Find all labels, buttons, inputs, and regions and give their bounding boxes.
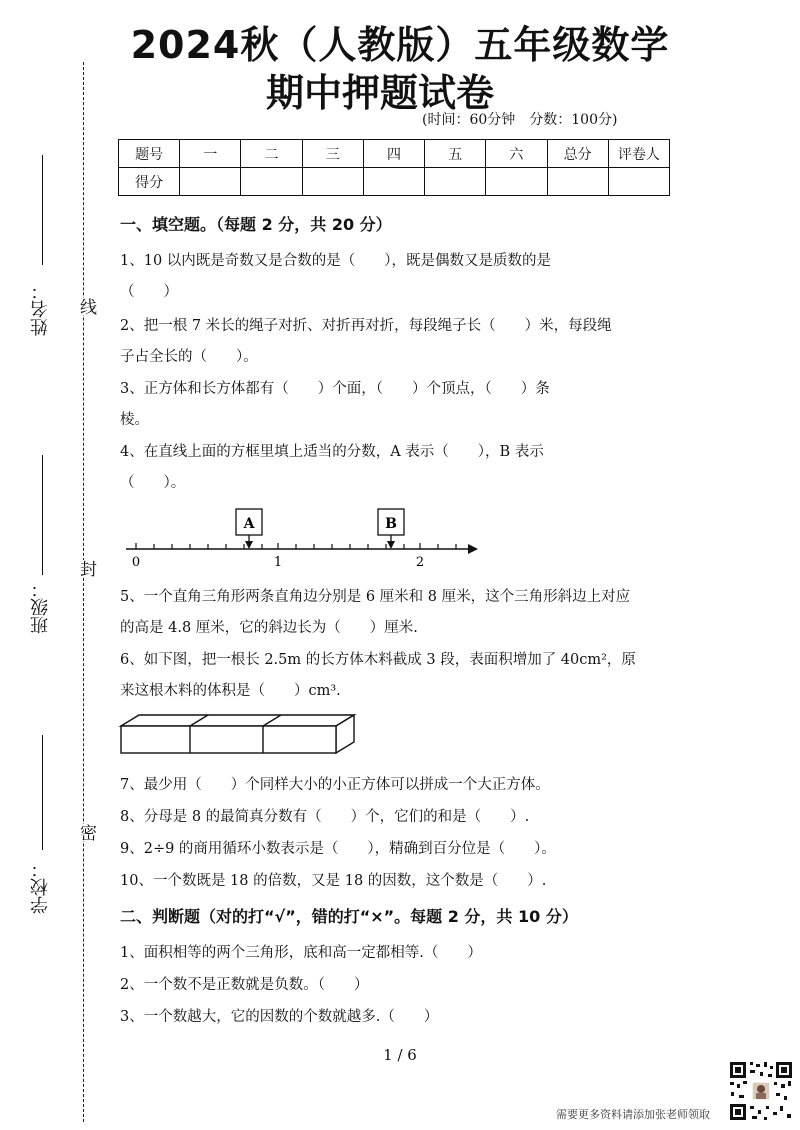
score-blank-cell[interactable]: [425, 168, 486, 196]
question-1-1-cont: （ ）: [120, 284, 178, 300]
score-blank-cell[interactable]: [302, 168, 363, 196]
name-write-line[interactable]: [42, 155, 43, 265]
tick-label-2: 2: [415, 555, 425, 570]
score-cell: 六: [486, 140, 547, 168]
score-blank-cell[interactable]: [180, 168, 241, 196]
score-cell: 总分: [547, 140, 608, 168]
box-b[interactable]: [378, 509, 404, 535]
question-1-3-cont: 棱。: [120, 412, 149, 428]
box-a-label: A: [243, 516, 255, 532]
class-write-line[interactable]: [42, 455, 43, 575]
seal-line-char: 线: [74, 298, 99, 315]
question-1-1: 1、10 以内既是奇数又是合数的是（ ），既是偶数又是质数的是: [120, 253, 552, 269]
question-1-4-cont: （ ）。: [120, 475, 186, 491]
school-label: 学校：: [30, 860, 51, 914]
exam-subtitle: 期中押题试卷: [265, 71, 494, 115]
class-label: 班级：: [30, 580, 51, 634]
question-2-2: 2、一个数不是正数就是负数。（ ）: [120, 977, 369, 993]
section-1-heading: 一、填空题。（每题 2 分，共 20 分）: [120, 215, 392, 234]
exam-title: 2024秋（人教版）五年级数学: [130, 23, 670, 67]
tick-label-0: 0: [131, 555, 141, 570]
box-b-label: B: [385, 516, 397, 532]
score-cell: 一: [180, 140, 241, 168]
question-2-3: 3、一个数越大，它的因数的个数就越多.（ ）: [120, 1009, 439, 1025]
question-1-8: 8、分母是 8 的最简真分数有（ ）个，它们的和是（ ）.: [120, 809, 530, 825]
question-1-5: 5、一个直角三角形两条直角边分别是 6 厘米和 8 厘米，这个三角形斜边上对应: [120, 589, 631, 605]
score-cell: 二: [241, 140, 302, 168]
binding-dashed-line: [83, 62, 84, 1122]
score-row-label: 得分: [119, 168, 180, 196]
question-1-2: 2、把一根 7 米长的绳子对折、对折再对折，每段绳子长（ ）米，每段绳: [120, 318, 612, 334]
score-cell: 评卷人: [608, 140, 669, 168]
question-1-6-cont: 来这根木料的体积是（ ）cm³.: [120, 683, 341, 699]
box-a[interactable]: [236, 509, 262, 535]
score-blank-cell[interactable]: [241, 168, 302, 196]
tick-label-1: 1: [273, 555, 283, 570]
question-2-1: 1、面积相等的两个三角形，底和高一定都相等.（ ）: [120, 945, 482, 961]
seal-mi-char: 密: [74, 824, 99, 841]
question-1-4: 4、在直线上面的方框里填上适当的分数，A 表示（ ），B 表示: [120, 444, 544, 460]
school-write-line[interactable]: [42, 735, 43, 850]
page-number: 1 / 6: [383, 1046, 417, 1064]
question-1-9: 9、2÷9 的商用循环小数表示是（ ），精确到百分位是（ ）。: [120, 841, 556, 857]
score-blank-cell[interactable]: [547, 168, 608, 196]
question-1-7: 7、最少用（ ）个同样大小的小正方体可以拼成一个大正方体。: [120, 777, 550, 793]
question-1-3: 3、正方体和长方体都有（ ）个面，（ ）个顶点，（ ）条: [120, 381, 550, 397]
score-cell: 五: [425, 140, 486, 168]
score-table-score-row: [119, 168, 670, 196]
name-label: 姓名：: [30, 282, 51, 336]
score-cell: 四: [363, 140, 424, 168]
question-1-5-cont: 的高是 4.8 厘米，它的斜边长为（ ）厘米.: [120, 620, 418, 636]
score-table: [118, 139, 670, 196]
wood-beam-figure: [118, 712, 358, 756]
score-blank-cell[interactable]: [608, 168, 669, 196]
score-blank-cell[interactable]: [486, 168, 547, 196]
score-cell: 三: [302, 140, 363, 168]
section-2-heading: 二、判断题（对的打“√”，错的打“×”。每题 2 分，共 10 分）: [120, 907, 578, 926]
question-1-6: 6、如下图，把一根长 2.5m 的长方体木料截成 3 段，表面积增加了 40cm²，原: [120, 652, 636, 668]
footer-note: 需要更多资料请添加张老师领取: [556, 1108, 710, 1121]
score-blank-cell[interactable]: [363, 168, 424, 196]
score-cell: 题号: [119, 140, 180, 168]
qr-code-icon[interactable]: [728, 1060, 794, 1122]
score-table-header-row: [119, 140, 670, 168]
seal-feng-char: 封: [74, 560, 99, 577]
number-line-figure: [118, 500, 488, 580]
number-line-ticks: [136, 543, 456, 549]
question-1-10: 10、一个数既是 18 的倍数，又是 18 的因数，这个数是（ ）.: [120, 873, 547, 889]
question-1-2-cont: 子占全长的（ ）。: [120, 349, 258, 365]
exam-time-score: (时间：60分钟 分数：100分): [422, 112, 618, 128]
